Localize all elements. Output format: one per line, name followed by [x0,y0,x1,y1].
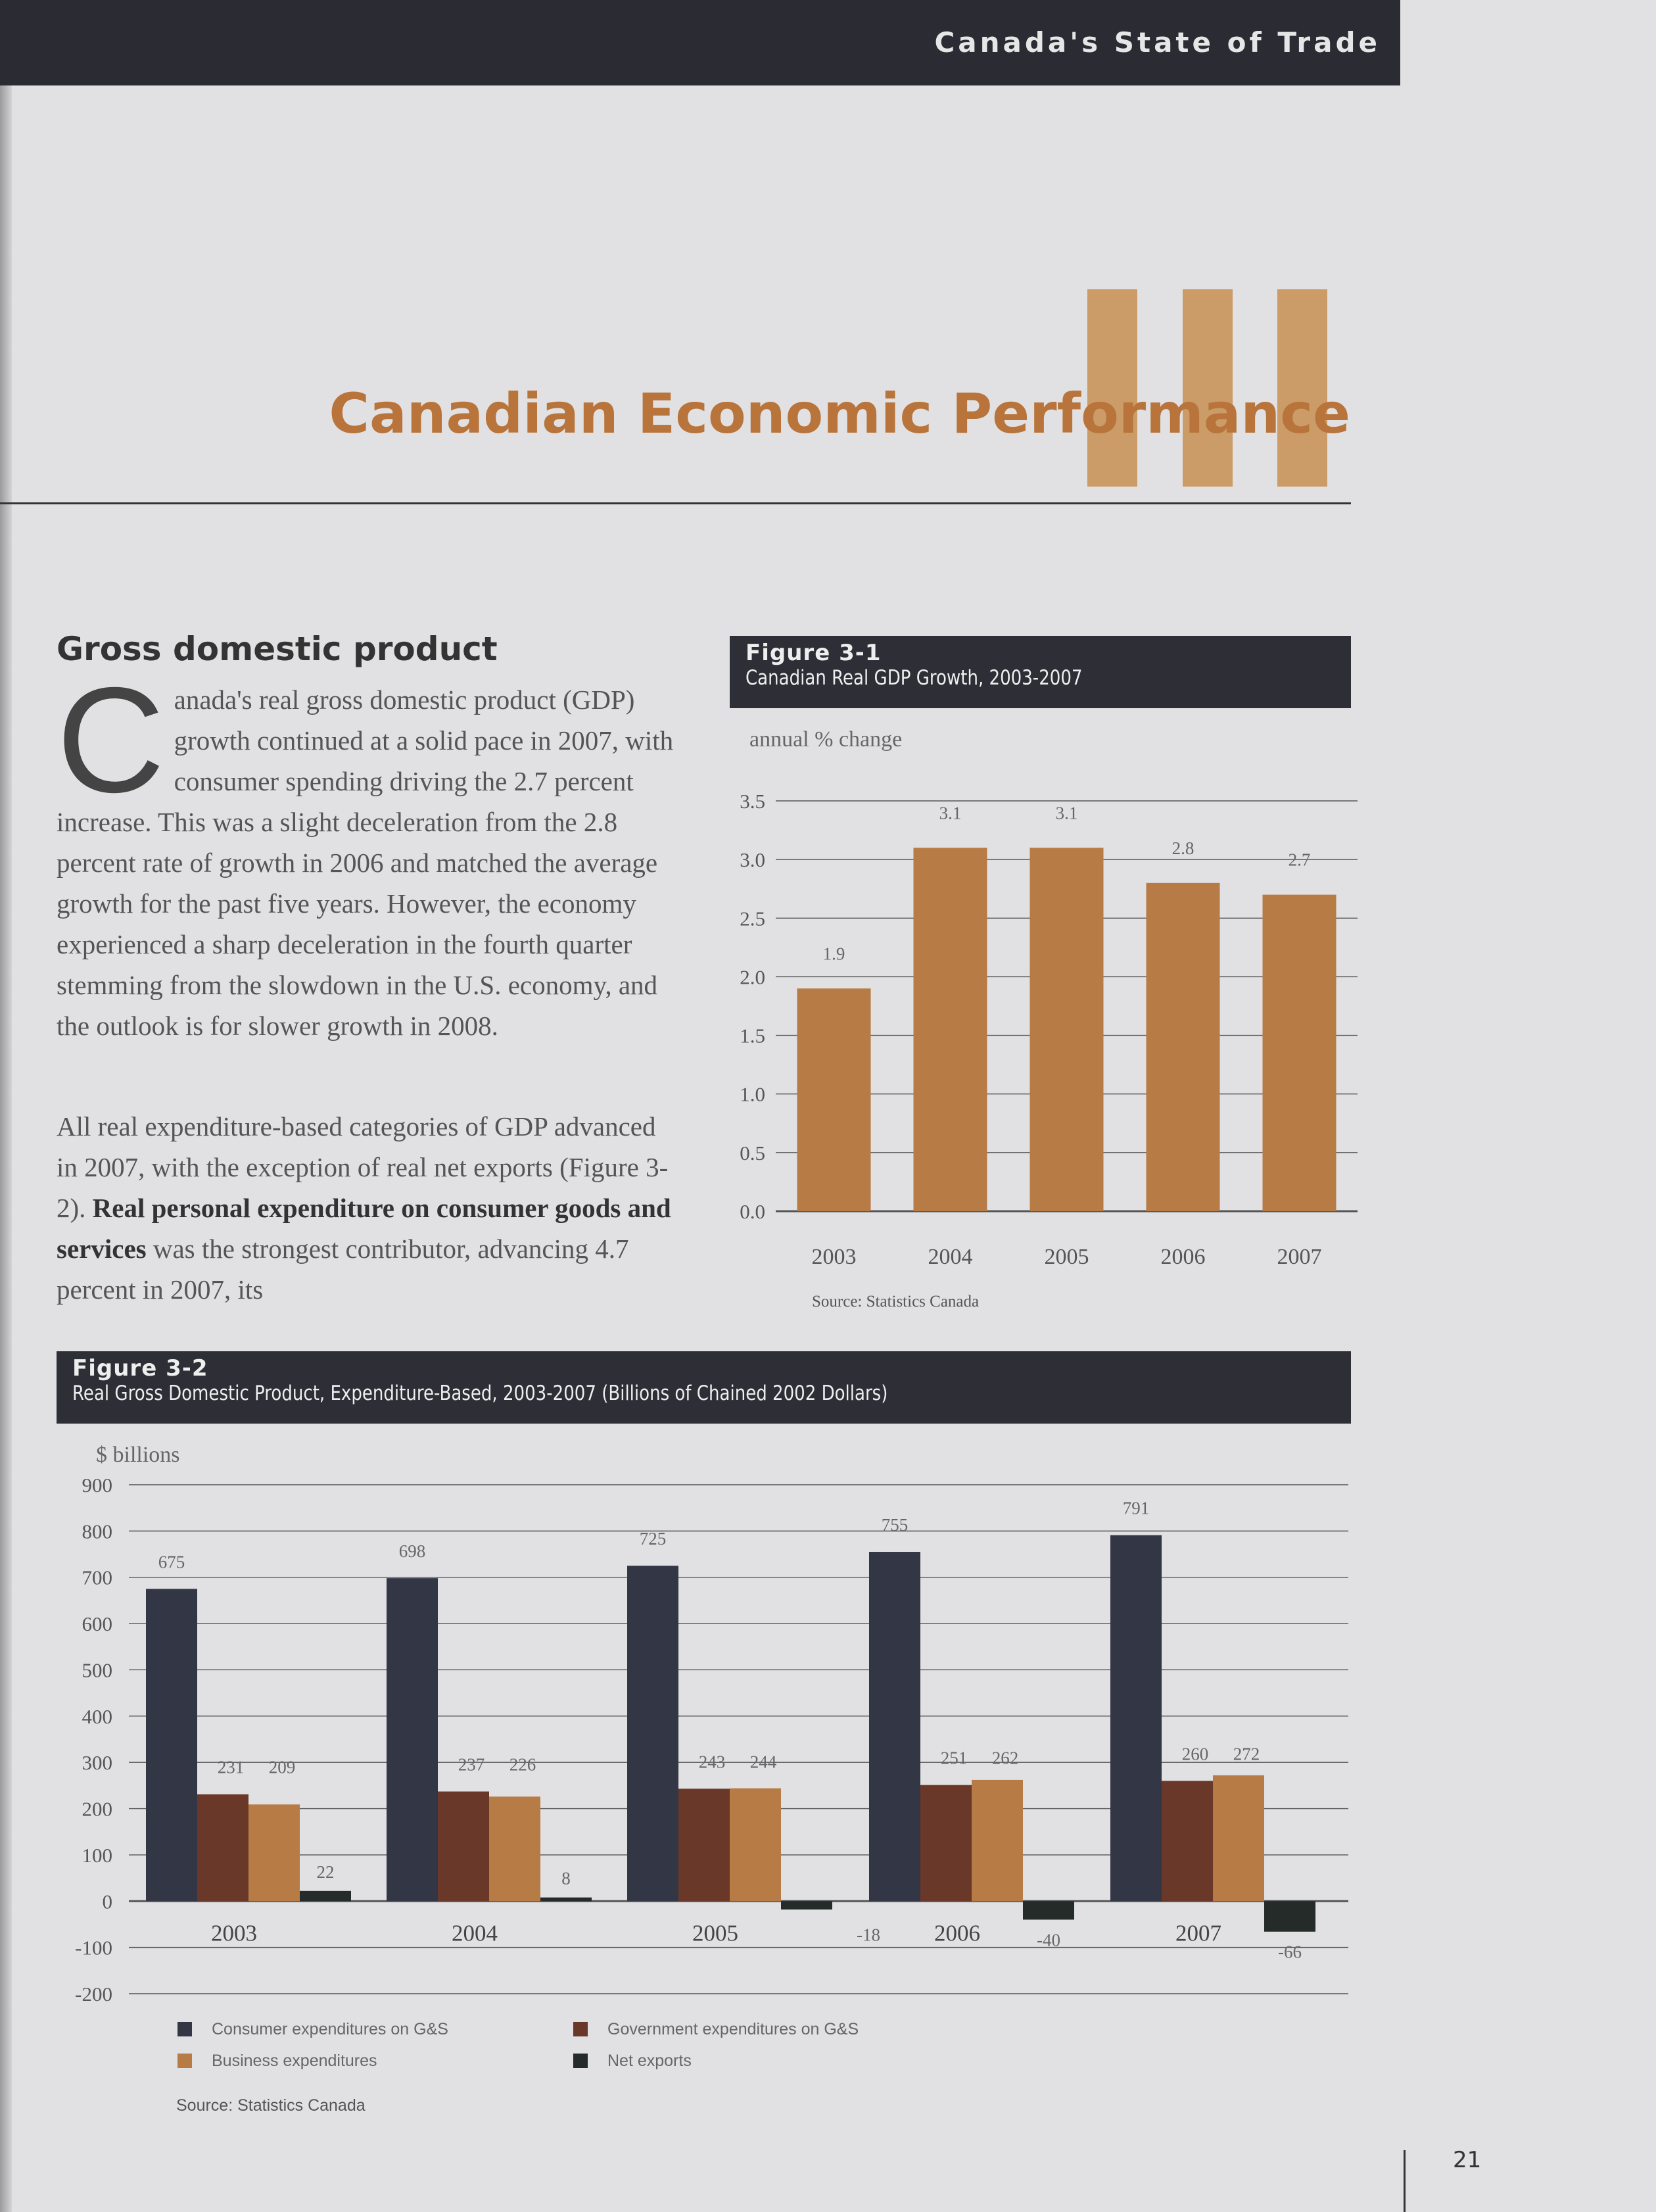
y-axis-label: annual % change [749,727,903,752]
paragraph-text: was the strongest contributor, advancing 4.7 percent in 2007, its [57,1234,629,1305]
y-tick-label: 100 [82,1843,112,1867]
legend-label: Business expenditures [212,2052,377,2070]
bar [972,1780,1023,1901]
book-spine-shadow [0,0,12,2212]
data-label: 244 [749,1752,777,1772]
legend-item [177,2020,448,2039]
y-tick-label: 2.5 [740,907,765,930]
y-tick-label: 1.0 [740,1082,765,1106]
bar [730,1789,781,1902]
data-label: 237 [458,1754,485,1775]
bar [248,1804,300,1901]
bar [438,1792,489,1902]
y-tick-label: 800 [82,1520,112,1543]
data-label: 226 [509,1754,536,1775]
bar [1023,1901,1074,1919]
x-tick-label: 2003 [811,1245,857,1269]
data-label: 675 [158,1552,185,1572]
y-tick-label: 2.0 [740,965,765,989]
data-label: 3.1 [939,803,962,823]
body-paragraph [57,1106,674,1310]
running-header [0,0,1400,85]
data-label: 251 [940,1748,968,1768]
data-label: 3.1 [1055,803,1078,823]
running-header-title: Canada's State of Trade [934,26,1381,59]
legend-item [573,2020,859,2039]
bar [387,1578,438,1901]
y-tick-label: 400 [82,1704,112,1728]
y-tick-label: -100 [75,1936,112,1960]
data-label: -18 [857,1925,880,1945]
data-label: 725 [639,1529,667,1549]
body-paragraph [57,657,674,1046]
y-axis-label: $ billions [96,1443,180,1467]
gdp-expenditure-chart [57,1424,1365,2002]
y-tick-label: 0 [102,1890,112,1913]
x-tick-label: 2005 [692,1920,738,1946]
bar [300,1891,351,1901]
chart-source: Source: Statistics Canada [176,2096,366,2115]
legend-item [177,2052,377,2071]
figure-3-2-header [57,1351,1351,1424]
bar [489,1796,540,1901]
data-label: 260 [1181,1744,1209,1764]
y-tick-label: 900 [82,1474,112,1497]
x-tick-label: 2007 [1175,1920,1221,1946]
x-tick-label: 2005 [1044,1245,1089,1269]
chapter-title: Canadian Economic Performance [329,381,1350,446]
bar [920,1785,972,1902]
page-number: 21 [1453,2147,1482,2173]
x-tick-label: 2003 [211,1920,257,1946]
bar [678,1789,730,1901]
y-tick-label: 600 [82,1612,112,1636]
paragraph-text: anada's real gross domestic product (GDP) growth continued at a solid pace in 2007, with consumer spending driving the 2.7 percent increase. This was a slight deceleration from the 2.8 percent rate of growth in 2006 and matched the average growth for the past five years. However, the economy experienced a sharp deceleration in the fourth quarter stemming from the slowdown in the U.S. economy, and the outlook is for slower growth in 2008. [57,685,674,1041]
figure-label: Figure 3-1 [745,640,882,666]
y-tick-label: 1.5 [740,1024,765,1047]
section-heading: Gross domestic product [57,630,498,668]
x-tick-label: 2004 [928,1245,973,1269]
bar [914,848,987,1211]
y-tick-label: -200 [75,1983,112,2002]
data-label: 22 [316,1862,335,1882]
data-label: 698 [398,1541,426,1562]
x-tick-label: 2007 [1277,1245,1322,1269]
bar [1264,1901,1315,1931]
bar [540,1898,592,1902]
page-number-rule [1404,2150,1406,2212]
bar [1263,895,1337,1211]
data-label: 8 [561,1868,571,1888]
figure-title: Canadian Real GDP Growth, 2003-2007 [745,666,1083,690]
data-label: 272 [1233,1744,1260,1764]
x-tick-label: 2004 [452,1920,498,1946]
drop-cap: C [57,657,165,824]
bar [1147,883,1220,1211]
legend-label: Net exports [607,2052,692,2070]
y-tick-label: 3.0 [740,848,765,872]
legend-swatch [177,2054,192,2068]
bar [797,988,871,1211]
data-label: 262 [991,1748,1019,1768]
data-label: -40 [1037,1930,1060,1950]
bar [1030,848,1104,1211]
legend-label: Consumer expenditures on G&S [212,2020,448,2038]
bar [146,1589,197,1901]
legend-swatch [573,2054,588,2068]
paragraph-text: All real expenditure-based categories of GDP advanced in 2007, with the exception of real net exports (Figure 3-2). [57,1111,669,1223]
gdp-growth-chart [710,710,1367,1328]
bar [627,1566,678,1901]
figure-3-1-header [730,636,1351,708]
y-tick-label: 3.5 [740,790,765,813]
bar [781,1901,832,1910]
data-label: 2.7 [1288,850,1311,870]
y-tick-label: 300 [82,1751,112,1775]
bar [869,1552,920,1901]
data-label: 1.9 [822,944,845,964]
legend-swatch [177,2022,192,2036]
figure-title: Real Gross Domestic Product, Expenditure-Based, 2003-2007 (Billions of Chained 2002 Dollars) [72,1382,888,1405]
data-label: 2.8 [1171,838,1195,858]
chart-source: Source: Statistics Canada [812,1293,980,1310]
data-label: 243 [698,1752,726,1772]
data-label: 209 [268,1757,296,1777]
y-tick-label: 0.0 [740,1200,765,1223]
bar [197,1794,248,1902]
legend-label: Government expenditures on G&S [607,2020,859,2038]
bar [1162,1781,1213,1901]
y-tick-label: 200 [82,1797,112,1821]
legend-swatch [573,2022,588,2036]
y-tick-label: 500 [82,1658,112,1682]
x-tick-label: 2006 [1160,1245,1206,1269]
bar [1110,1535,1162,1902]
legend-item [573,2052,692,2071]
data-label: -66 [1278,1942,1302,1962]
y-tick-label: 700 [82,1566,112,1589]
bar [1213,1775,1264,1901]
figure-label: Figure 3-2 [72,1355,208,1382]
bold-phrase: Real personal expenditure on consumer goods and services [57,1193,671,1264]
data-label: 231 [217,1757,245,1777]
data-label: 791 [1122,1498,1150,1518]
title-rule [0,502,1351,504]
data-label: 755 [881,1515,909,1535]
y-tick-label: 0.5 [740,1141,765,1165]
x-tick-label: 2006 [934,1920,980,1946]
